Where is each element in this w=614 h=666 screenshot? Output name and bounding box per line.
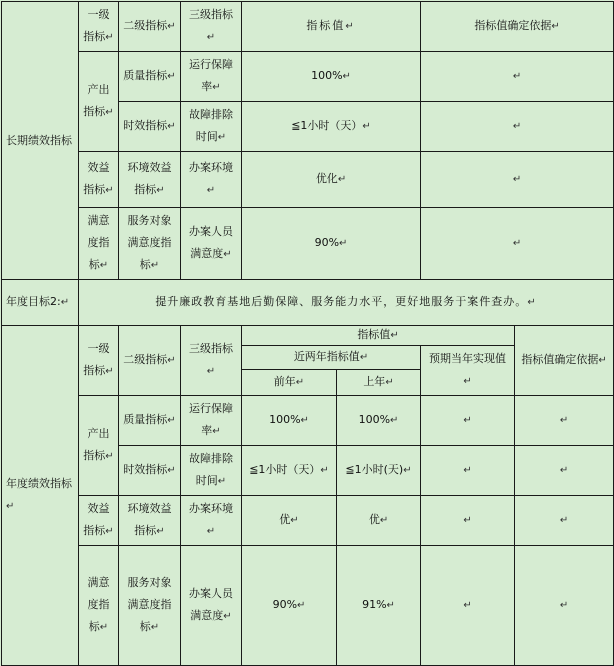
l3-cell: 办案人员满意度↵ bbox=[181, 208, 242, 280]
performance-table bbox=[1, 1, 614, 666]
value-cell: 100%↵ bbox=[242, 52, 421, 102]
header-l3: 三级指标↵ bbox=[181, 2, 242, 52]
header-value: 指标值↵ bbox=[242, 2, 421, 52]
l2-cell: 环境效益指标↵ bbox=[119, 496, 181, 546]
l3-cell: 故障排除时间↵ bbox=[181, 102, 242, 152]
l2-cell: 质量指标↵ bbox=[119, 52, 181, 102]
l3-cell: 办案环境↵ bbox=[181, 496, 242, 546]
expected-cell: ↵ bbox=[421, 396, 515, 446]
l2-cell: 时效指标↵ bbox=[119, 102, 181, 152]
basis-cell: ↵ bbox=[421, 52, 614, 102]
l1-cell: 效益指标↵ bbox=[79, 496, 119, 546]
header-basis: 指标值确定依据↵ bbox=[515, 326, 614, 396]
table-row bbox=[2, 208, 614, 280]
basis-cell: ↵ bbox=[515, 396, 614, 446]
header-last-year: 上年↵ bbox=[337, 369, 421, 395]
header-l2: 二级指标↵ bbox=[119, 326, 181, 396]
annual-section-label: 年度绩效指标↵ bbox=[2, 326, 79, 666]
l3-cell: 运行保障率↵ bbox=[181, 396, 242, 446]
long-term-section-label: 长期绩效指标 bbox=[2, 2, 79, 280]
table-row bbox=[2, 546, 614, 666]
header-l1: 一级指标↵ bbox=[79, 326, 119, 396]
value-cell: ≦1小时（天）↵ bbox=[242, 102, 421, 152]
expected-cell: ↵ bbox=[421, 496, 515, 546]
l3-cell: 故障排除时间↵ bbox=[181, 446, 242, 496]
header-basis: 指标值确定依据↵ bbox=[421, 2, 614, 52]
table-row bbox=[2, 496, 614, 546]
header-prev-year: 前年↵ bbox=[242, 369, 337, 395]
header-recent-two: 近两年指标值↵ bbox=[242, 346, 421, 370]
annual-goal-text: 提升廉政教育基地后勤保障、服务能力水平，更好地服务于案件查办。↵ bbox=[79, 280, 614, 326]
annual-goal-row bbox=[2, 280, 614, 326]
header-l2: 二级指标↵ bbox=[119, 2, 181, 52]
expected-cell: ↵ bbox=[421, 546, 515, 666]
value-cell: 90%↵ bbox=[242, 208, 421, 280]
table-row bbox=[2, 152, 614, 208]
header-expected: 预期当年实现值↵ bbox=[421, 346, 515, 396]
basis-cell: ↵ bbox=[515, 546, 614, 666]
basis-cell: ↵ bbox=[421, 102, 614, 152]
l1-cell: 产出指标↵ bbox=[79, 396, 119, 496]
l1-cell: 产出指标↵ bbox=[79, 52, 119, 152]
basis-cell: ↵ bbox=[421, 152, 614, 208]
l3-cell: 办案人员满意度↵ bbox=[181, 546, 242, 666]
prev-cell: 100%↵ bbox=[242, 396, 337, 446]
l2-cell: 服务对象满意度指标↵ bbox=[119, 208, 181, 280]
l1-cell: 效益指标↵ bbox=[79, 152, 119, 208]
annual-goal-label: 年度目标2:↵ bbox=[2, 280, 79, 326]
prev-cell: ≦1小时（天）↵ bbox=[242, 446, 337, 496]
value-cell: 优化↵ bbox=[242, 152, 421, 208]
expected-cell: ↵ bbox=[421, 446, 515, 496]
l1-cell: 满意度指标↵ bbox=[79, 546, 119, 666]
basis-cell: ↵ bbox=[515, 496, 614, 546]
l2-cell: 环境效益指标↵ bbox=[119, 152, 181, 208]
prev-cell: 优↵ bbox=[242, 496, 337, 546]
basis-cell: ↵ bbox=[515, 446, 614, 496]
l3-cell: 运行保障率↵ bbox=[181, 52, 242, 102]
last-cell: ≦1小时(天)↵ bbox=[337, 446, 421, 496]
basis-cell: ↵ bbox=[421, 208, 614, 280]
table-row bbox=[2, 52, 614, 102]
last-cell: 优↵ bbox=[337, 496, 421, 546]
l3-cell: 办案环境↵ bbox=[181, 152, 242, 208]
header-value-group: 指标值↵ bbox=[242, 326, 515, 346]
l2-cell: 服务对象满意度指标↵ bbox=[119, 546, 181, 666]
last-cell: 91%↵ bbox=[337, 546, 421, 666]
l2-cell: 质量指标↵ bbox=[119, 396, 181, 446]
l1-cell: 满意度指标↵ bbox=[79, 208, 119, 280]
l2-cell: 时效指标↵ bbox=[119, 446, 181, 496]
header-l1: 一级指标↵ bbox=[79, 2, 119, 52]
last-cell: 100%↵ bbox=[337, 396, 421, 446]
prev-cell: 90%↵ bbox=[242, 546, 337, 666]
header-l3: 三级指标↵ bbox=[181, 326, 242, 396]
table-row bbox=[2, 396, 614, 446]
